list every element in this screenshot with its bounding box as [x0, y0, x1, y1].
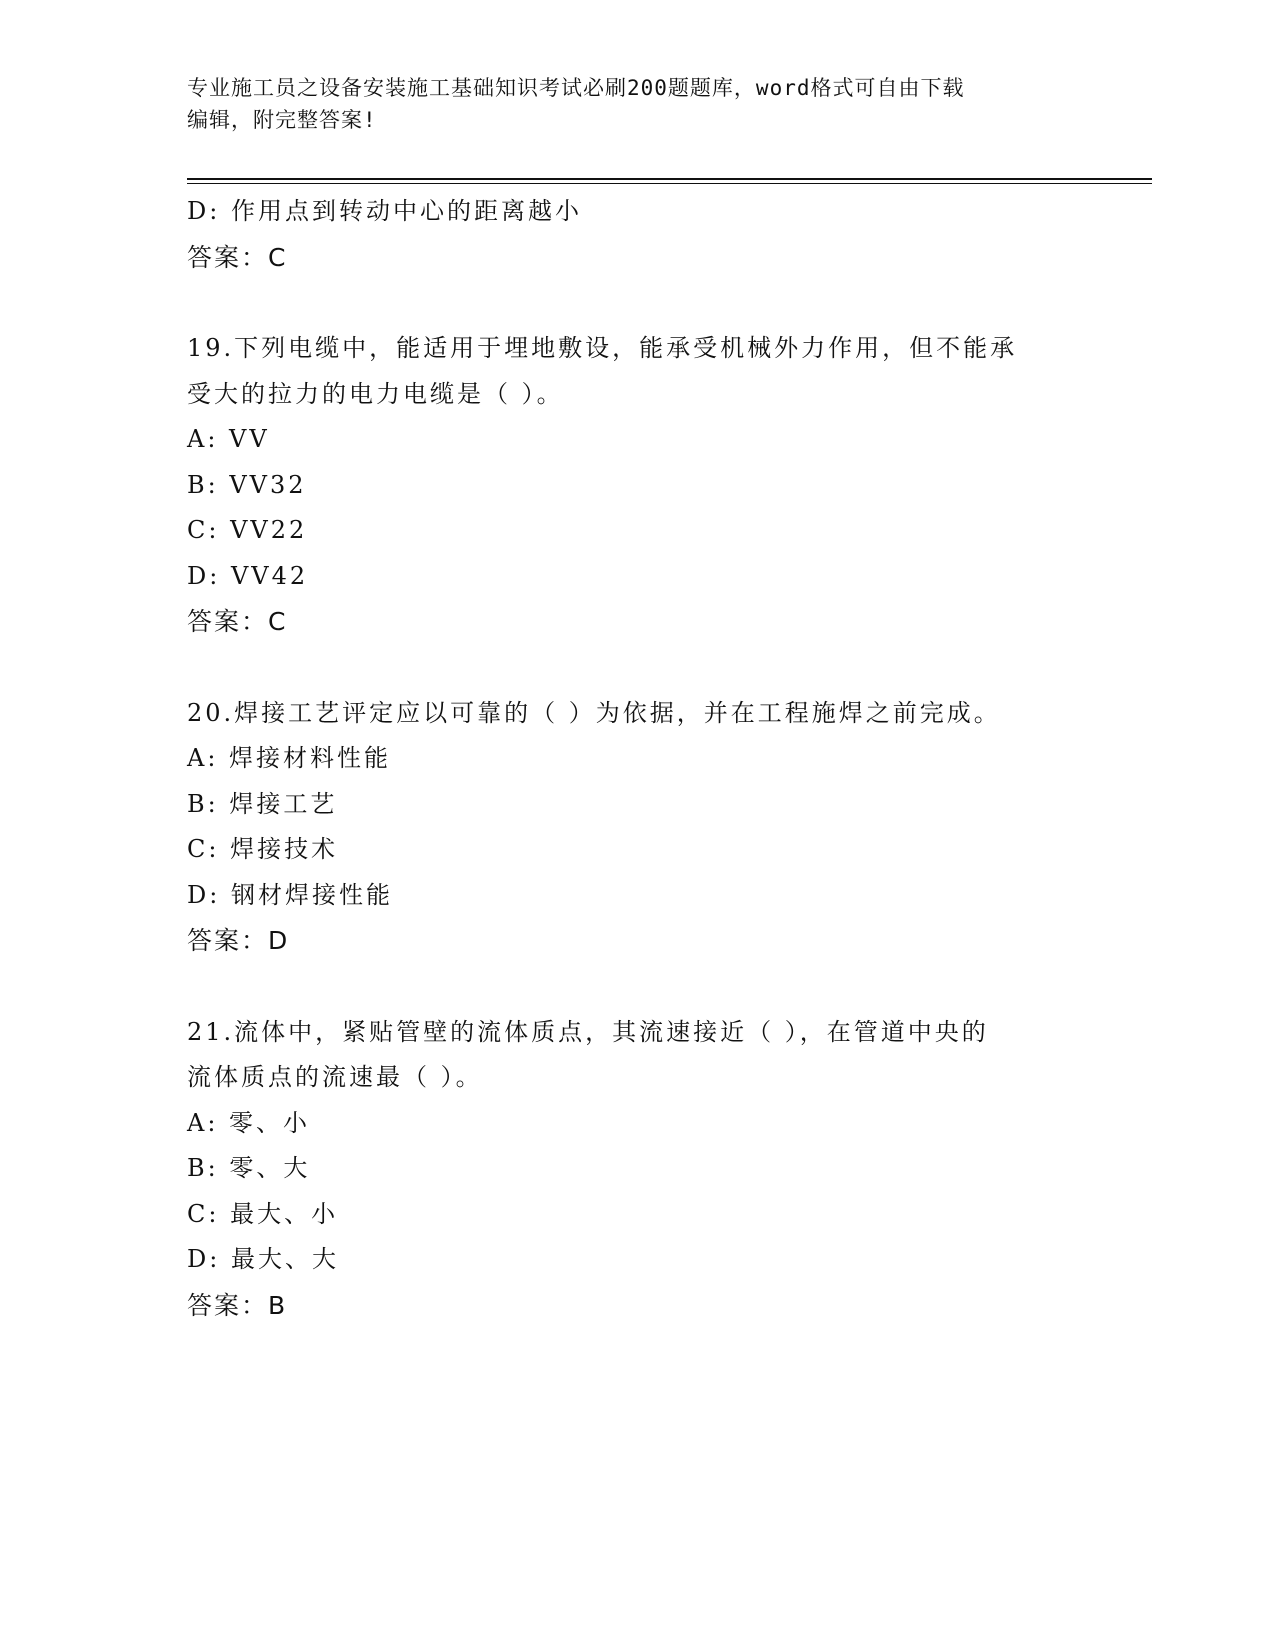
option-d: D: VV42 [187, 561, 309, 590]
answer-line: 答案：D [187, 926, 290, 955]
option-d: D: 钢材焊接性能 [187, 880, 393, 909]
header-title-line-2: 编辑，附完整答案! [187, 108, 377, 132]
question-text-line-1: 21.流体中，紧贴管壁的流体质点，其流速接近（ ），在管道中央的 [187, 1017, 989, 1046]
question-21 [187, 1010, 1087, 1329]
option-a: A: VV [187, 425, 270, 453]
header-divider-thin [187, 183, 1152, 184]
answer-line: 答案：B [187, 1290, 288, 1320]
option-b: B: 零、大 [187, 1154, 311, 1182]
option-a: A: 焊接材料性能 [187, 744, 392, 772]
answer-line: 答案：C [187, 242, 288, 272]
document-header [187, 72, 1087, 136]
question-text-line-1: 19.下列电缆中，能适用于埋地敷设，能承受机械外力作用，但不能承 [187, 334, 1018, 362]
question-20 [187, 691, 1087, 964]
header-divider-thick [187, 178, 1152, 180]
option-b: B: 焊接工艺 [187, 789, 338, 818]
spacer [187, 645, 1087, 691]
option-d: D: 最大、大 [187, 1245, 339, 1273]
option-c: C: VV22 [187, 516, 308, 544]
option-d: D: 作用点到转动中心的距离越小 [187, 197, 582, 225]
option-c: C: 最大、小 [187, 1199, 339, 1228]
spacer [187, 280, 1087, 326]
option-c: C: 焊接技术 [187, 835, 339, 863]
answer-line: 答案：C [187, 607, 288, 636]
question-text-line-2: 受大的拉力的电力电缆是（ ）。 [187, 379, 564, 408]
document-body [187, 189, 1087, 1328]
question-19 [187, 326, 1087, 645]
question-text-line-1: 20.焊接工艺评定应以可靠的（ ）为依据，并在工程施焊之前完成。 [187, 698, 1001, 727]
header-title-line-1: 专业施工员之设备安装施工基础知识考试必刷200题题库，word格式可自由下载 [187, 76, 965, 100]
option-a: A: 零、小 [187, 1108, 311, 1137]
question-text-line-2: 流体质点的流速最（ ）。 [187, 1063, 483, 1091]
option-b: B: VV32 [187, 470, 307, 499]
question-18-tail [187, 189, 1087, 280]
spacer [187, 964, 1087, 1010]
